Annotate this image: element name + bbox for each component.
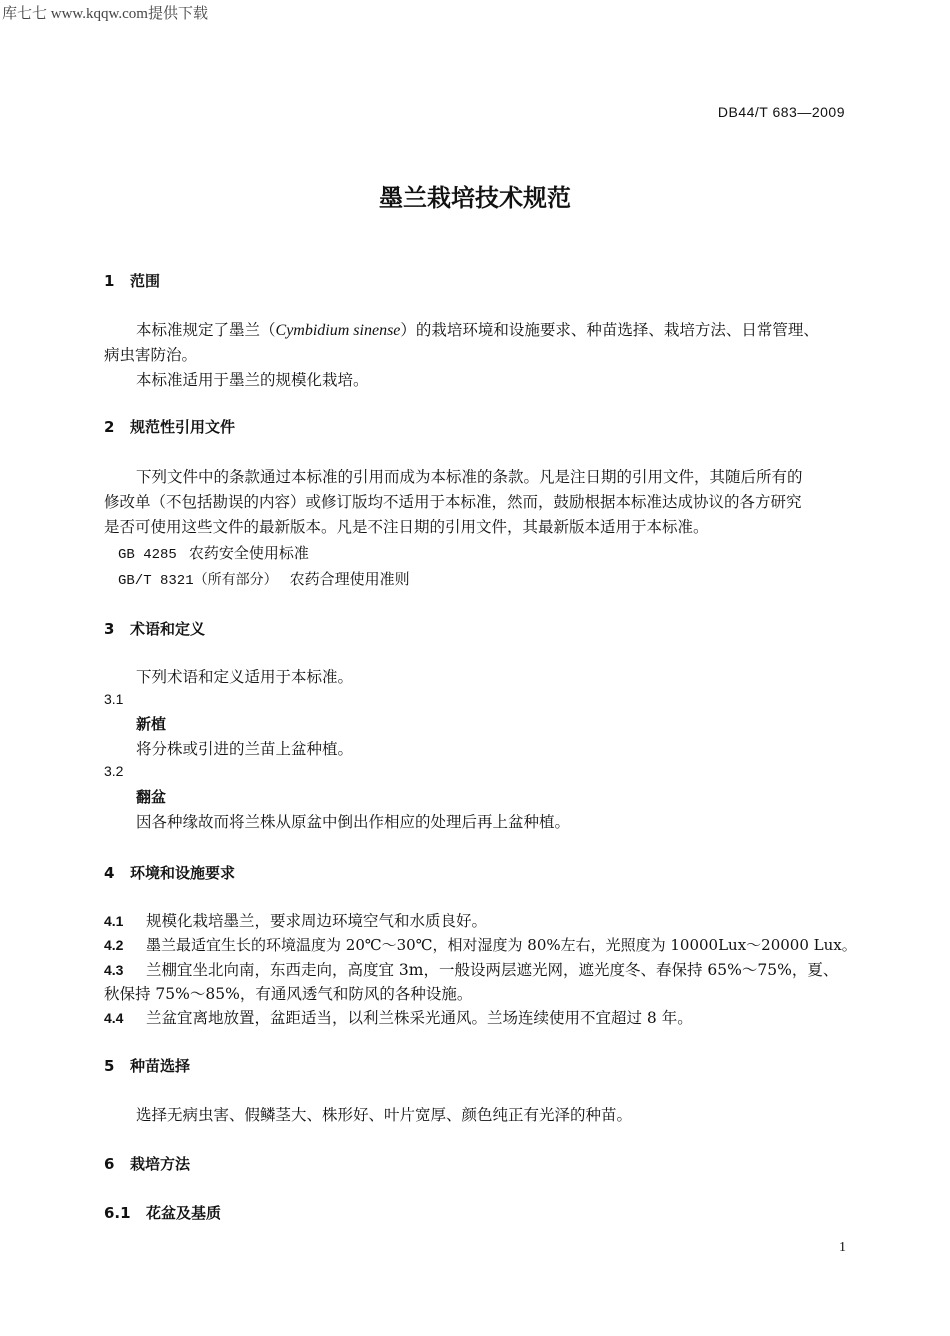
clause-number: 4.3 — [104, 962, 124, 978]
section-4-heading — [104, 862, 235, 883]
subsection-number: 6.1 — [104, 1204, 131, 1222]
section-6-1-heading — [104, 1202, 221, 1223]
section-1-heading — [104, 270, 160, 291]
section-number: 2 — [104, 418, 115, 436]
section-title: 环境和设施要求 — [130, 864, 236, 882]
section-title: 范围 — [130, 272, 161, 290]
section-number: 4 — [104, 864, 115, 882]
section-1-paragraph-2: 本标准适用于墨兰的规模化栽培。 — [136, 371, 369, 389]
term-number: 3.1 — [104, 691, 124, 707]
section-5-paragraph: 选择无病虫害、假鳞茎大、株形好、叶片宽厚、颜色纯正有光泽的种苗。 — [136, 1106, 633, 1124]
page-number: 1 — [839, 1240, 846, 1255]
normative-reference — [118, 568, 410, 589]
section-number: 6 — [104, 1155, 115, 1173]
term-name: 翻盆 — [136, 788, 167, 806]
section-number: 3 — [104, 620, 115, 638]
section-1-paragraph-1 — [136, 318, 819, 340]
clause-text: 兰盆宜离地放置，盆距适当，以利兰株采光通风。兰场连续使用不宜超过 8 年。 — [146, 1009, 693, 1027]
clause-number: 4.1 — [104, 913, 124, 929]
text-run: 本标准规定了墨兰（ — [136, 321, 276, 339]
clause-4-4 — [104, 1006, 693, 1028]
section-title: 规范性引用文件 — [130, 418, 236, 436]
clause-text: 兰棚宜坐北向南，东西走向，高度宜 3m，一般设两层遮光网，遮光度冬、春保持 65%～75%，夏、 — [146, 961, 839, 979]
text-run: ）的栽培环境和设施要求、种苗选择、栽培方法、日常管理、 — [400, 321, 819, 339]
section-title: 术语和定义 — [130, 620, 206, 638]
reference-code: GB/T 8321（所有部分） — [118, 573, 278, 589]
section-5-heading — [104, 1055, 190, 1076]
section-6-heading — [104, 1153, 190, 1174]
section-title: 栽培方法 — [130, 1155, 191, 1173]
subsection-title: 花盆及基质 — [146, 1204, 222, 1222]
clause-4-3-line-2: 秋保持 75%～85%，有通风透气和防风的各种设施。 — [104, 985, 473, 1003]
term-number: 3.2 — [104, 763, 124, 779]
section-2-heading — [104, 416, 235, 437]
clause-4-3 — [104, 958, 838, 980]
clause-4-2 — [104, 934, 857, 955]
section-2-paragraph-line-3: 是否可使用这些文件的最新版本。凡是不注日期的引用文件，其最新版本适用于本标准。 — [104, 518, 709, 536]
section-3-intro: 下列术语和定义适用于本标准。 — [136, 668, 354, 686]
section-2-paragraph-line-1: 下列文件中的条款通过本标准的引用而成为本标准的条款。凡是注日期的引用文件，其随后所有的 — [136, 468, 803, 486]
clause-text: 规模化栽培墨兰，要求周边环境空气和水质良好。 — [146, 912, 488, 930]
section-title: 种苗选择 — [130, 1057, 191, 1075]
document-number: DB44/T 683—2009 — [717, 104, 845, 120]
clause-text: 墨兰最适宜生长的环境温度为 20℃～30℃，相对湿度为 80%左右，光照度为 10000Lux～20000 Lux。 — [146, 936, 857, 954]
clause-number: 4.4 — [104, 1010, 124, 1026]
reference-title: 农药安全使用标准 — [188, 544, 309, 562]
term-definition: 将分株或引进的兰苗上盆种植。 — [136, 740, 354, 758]
reference-code: GB 4285 — [118, 547, 177, 563]
term-definition: 因各种缘故而将兰株从原盆中倒出作相应的处理后再上盆种植。 — [136, 813, 571, 831]
latin-name: Cymbidium sinense — [275, 322, 401, 339]
reference-title: 农药合理使用准则 — [289, 570, 410, 588]
page-title: 墨兰栽培技术规范 — [379, 184, 571, 212]
section-2-paragraph-line-2: 修改单（不包括勘误的内容）或修订版均不适用于本标准，然而，鼓励根据本标准达成协议的各方研究 — [104, 493, 802, 511]
normative-reference — [118, 542, 309, 563]
clause-number: 4.2 — [104, 937, 124, 953]
section-number: 5 — [104, 1057, 115, 1075]
section-3-heading — [104, 618, 205, 639]
section-number: 1 — [104, 272, 115, 290]
watermark: 库七七 www.kqqw.com提供下载 — [2, 6, 208, 22]
term-name: 新植 — [136, 715, 167, 733]
section-1-paragraph-1-line-2: 病虫害防治。 — [104, 346, 198, 364]
clause-4-1 — [104, 909, 487, 931]
